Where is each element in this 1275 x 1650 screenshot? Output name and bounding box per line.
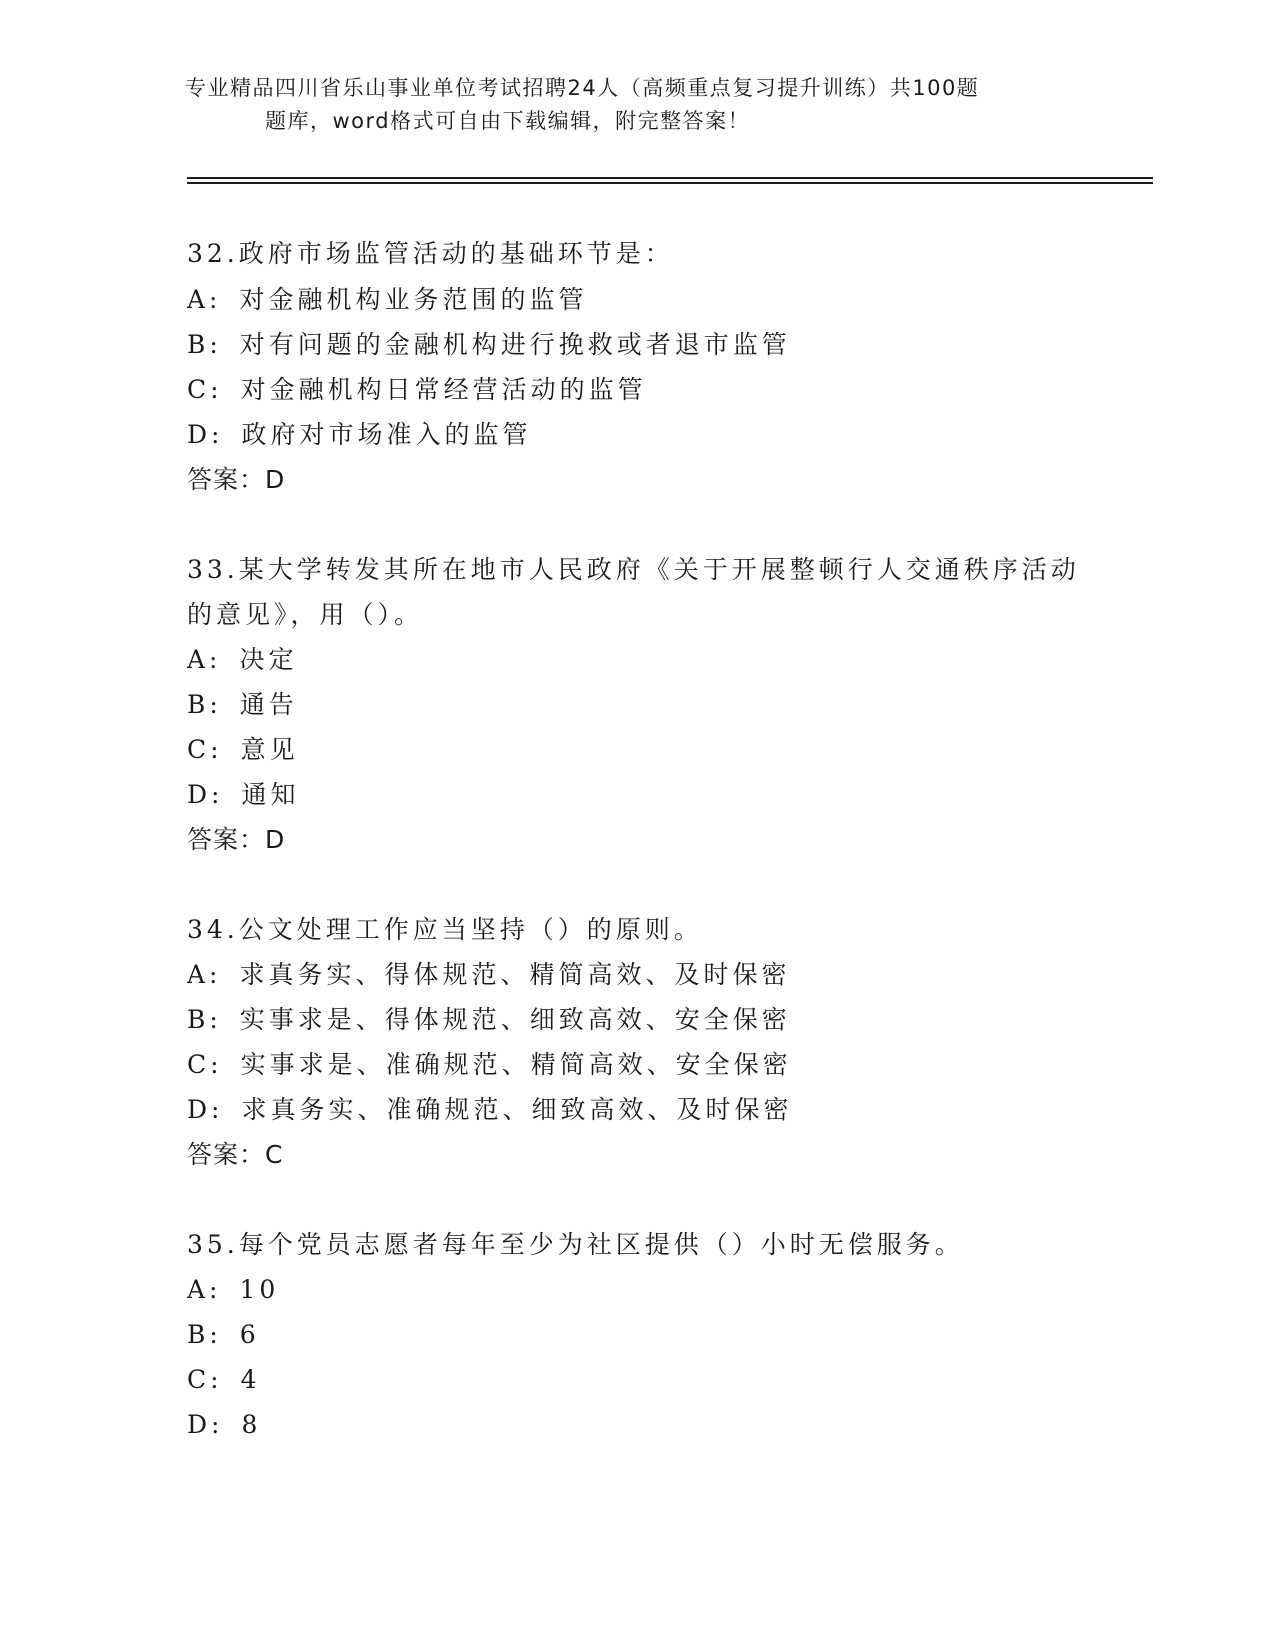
option-text: 意见 — [240, 735, 299, 764]
option-label: D: — [187, 1410, 224, 1439]
option-label: A: — [187, 285, 222, 314]
option-text: 4 — [240, 1365, 261, 1394]
question-33-stem-line-2: 的意见》，用（）。 — [187, 600, 424, 629]
question-35-option-c — [187, 1365, 260, 1395]
document-header — [185, 72, 1085, 138]
header-divider-top — [187, 177, 1153, 179]
question-32-answer: 答案：D — [187, 465, 286, 494]
question-35-option-b — [187, 1320, 260, 1350]
option-label: C: — [187, 1050, 223, 1079]
option-label: C: — [187, 1365, 223, 1394]
question-34-stem: 34.公文处理工作应当坚持（）的原则。 — [187, 915, 703, 944]
question-34-option-a — [187, 960, 791, 990]
option-label: C: — [187, 375, 223, 404]
option-label: A: — [187, 1275, 222, 1304]
question-34-option-c — [187, 1050, 792, 1080]
option-text: 求真务实、准确规范、细致高效、及时保密 — [241, 1095, 793, 1124]
question-33-stem-line-1: 33.某大学转发其所在地市人民政府《关于开展整顿行人交通秩序活动 — [187, 555, 1080, 584]
option-text: 对有问题的金融机构进行挽救或者退市监管 — [239, 330, 791, 359]
option-label: A: — [187, 645, 222, 674]
question-34-option-d — [187, 1095, 792, 1125]
option-text: 通知 — [241, 780, 300, 809]
option-text: 对金融机构日常经营活动的监管 — [240, 375, 647, 404]
option-text: 实事求是、准确规范、精简高效、安全保密 — [240, 1050, 792, 1079]
question-33-option-c — [187, 735, 299, 765]
option-label: D: — [187, 780, 224, 809]
question-34-answer: 答案：C — [187, 1140, 284, 1169]
option-text: 求真务实、得体规范、精简高效、及时保密 — [239, 960, 791, 989]
option-label: A: — [187, 960, 222, 989]
option-text: 政府对市场准入的监管 — [241, 420, 532, 449]
question-33-answer: 答案：D — [187, 825, 286, 854]
option-label: B: — [187, 690, 222, 719]
option-text: 实事求是、得体规范、细致高效、安全保密 — [239, 1005, 791, 1034]
option-text: 决定 — [239, 645, 298, 674]
question-33-option-a — [187, 645, 298, 675]
option-text: 通告 — [239, 690, 298, 719]
question-32-option-a — [187, 285, 588, 315]
option-label: C: — [187, 735, 223, 764]
question-32-option-b — [187, 330, 791, 360]
question-32-option-d — [187, 420, 531, 450]
option-label: D: — [187, 1095, 224, 1124]
option-label: D: — [187, 420, 224, 449]
question-33-option-b — [187, 690, 298, 720]
header-title-line-1: 专业精品四川省乐山事业单位考试招聘24人（高频重点复习提升训练）共100题 — [185, 76, 980, 100]
option-text: 6 — [239, 1320, 260, 1349]
question-32-stem: 32.政府市场监管活动的基础环节是： — [187, 239, 674, 268]
header-title-line-2: 题库，word格式可自由下载编辑，附完整答案！ — [265, 109, 751, 133]
question-35-option-a — [187, 1275, 279, 1305]
option-label: B: — [187, 1320, 222, 1349]
option-text: 8 — [241, 1410, 262, 1439]
option-label: B: — [187, 1005, 222, 1034]
option-text: 10 — [239, 1275, 280, 1304]
header-divider-bottom — [187, 182, 1153, 184]
option-label: B: — [187, 330, 222, 359]
option-text: 对金融机构业务范围的监管 — [239, 285, 588, 314]
question-32-option-c — [187, 375, 647, 405]
question-34-option-b — [187, 1005, 791, 1035]
question-33-option-d — [187, 780, 299, 810]
question-35-stem: 35.每个党员志愿者每年至少为社区提供（）小时无偿服务。 — [187, 1230, 964, 1259]
question-35-option-d — [187, 1410, 261, 1440]
